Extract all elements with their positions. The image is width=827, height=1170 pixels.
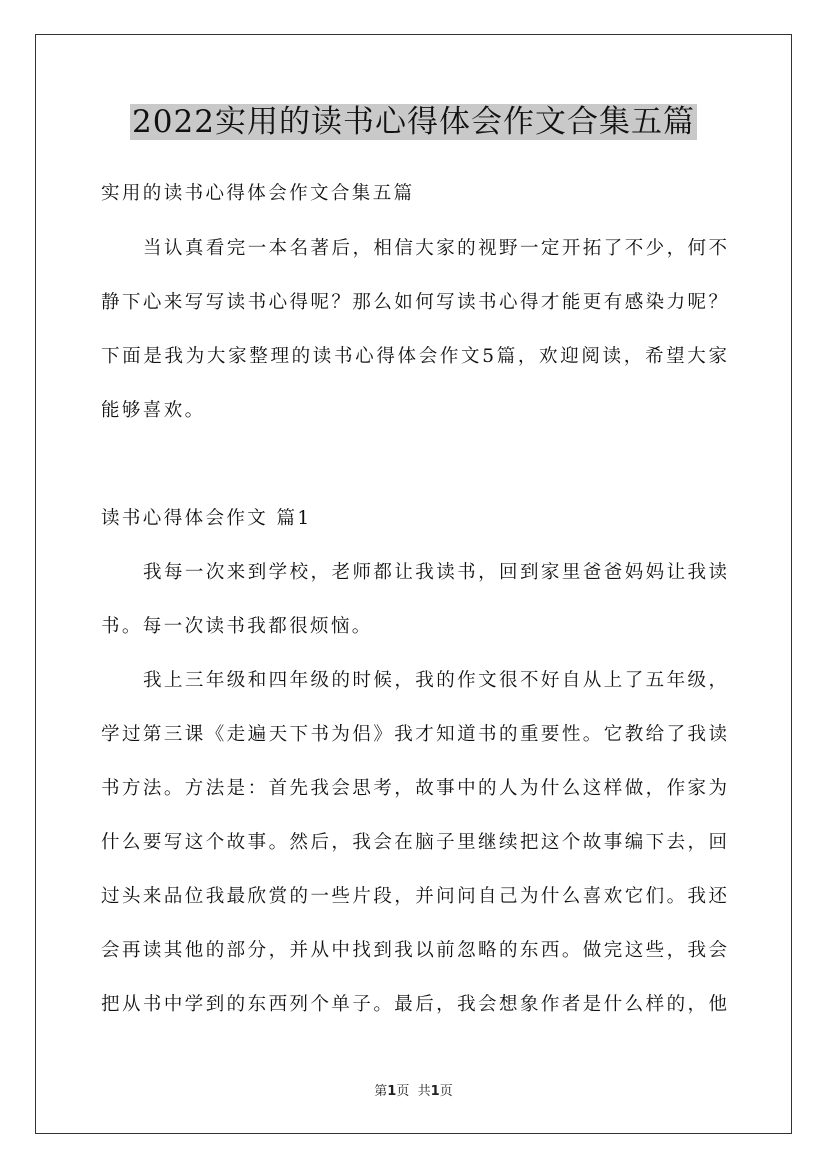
page-number: 1 [387,1084,397,1099]
page-prefix: 第 [374,1084,388,1099]
paragraph-line: 什么要写这个故事。然后，我会在脑子里继续把这个故事编下去，回 [101,832,727,853]
document-title [0,100,827,144]
total-pages: 1 [430,1084,440,1099]
total-prefix: 共 [417,1084,431,1099]
document-title-text: 2022实用的读书心得体会作文合集五篇 [132,104,695,140]
paragraph-line: 我上三年级和四年级的时候，我的作文很不好自从上了五年级， [143,670,727,691]
paragraph-line: 把从书中学到的东西列个单子。最后，我会想象作者是什么样的，他 [101,994,727,1015]
paragraph-line: 学过第三课《走遍天下书为侣》我才知道书的重要性。它教给了我读 [101,724,727,745]
paragraph-line: 我每一次来到学校，老师都让我读书，回到家里爸爸妈妈让我读 [143,562,727,583]
paragraph-line: 过头来品位我最欣赏的一些片段，并问问自己为什么喜欢它们。我还 [101,886,727,907]
subtitle-line: 实用的读书心得体会作文合集五篇 [101,183,415,204]
paragraph-line: 书。每一次读书我都很烦恼。 [101,616,373,637]
section-heading: 读书心得体会作文 篇1 [101,508,312,529]
paragraph-line: 会再读其他的部分，并从中找到我以前忽略的东西。做完这些，我会 [101,940,727,961]
paragraph-line: 能够喜欢。 [101,400,206,421]
paragraph-line: 下面是我为大家整理的读书心得体会作文5篇，欢迎阅读，希望大家 [101,346,727,367]
paragraph-line: 书方法。方法是：首先我会思考，故事中的人为什么这样做，作家为 [101,778,727,799]
paragraph-line: 静下心来写写读书心得呢？那么如何写读书心得才能更有感染力呢？ [101,292,727,313]
page-footer [0,1083,827,1101]
page-unit: 页 [396,1084,410,1099]
paragraph-line: 当认真看完一本名著后，相信大家的视野一定开拓了不少，何不 [143,238,727,259]
total-unit: 页 [439,1084,453,1099]
